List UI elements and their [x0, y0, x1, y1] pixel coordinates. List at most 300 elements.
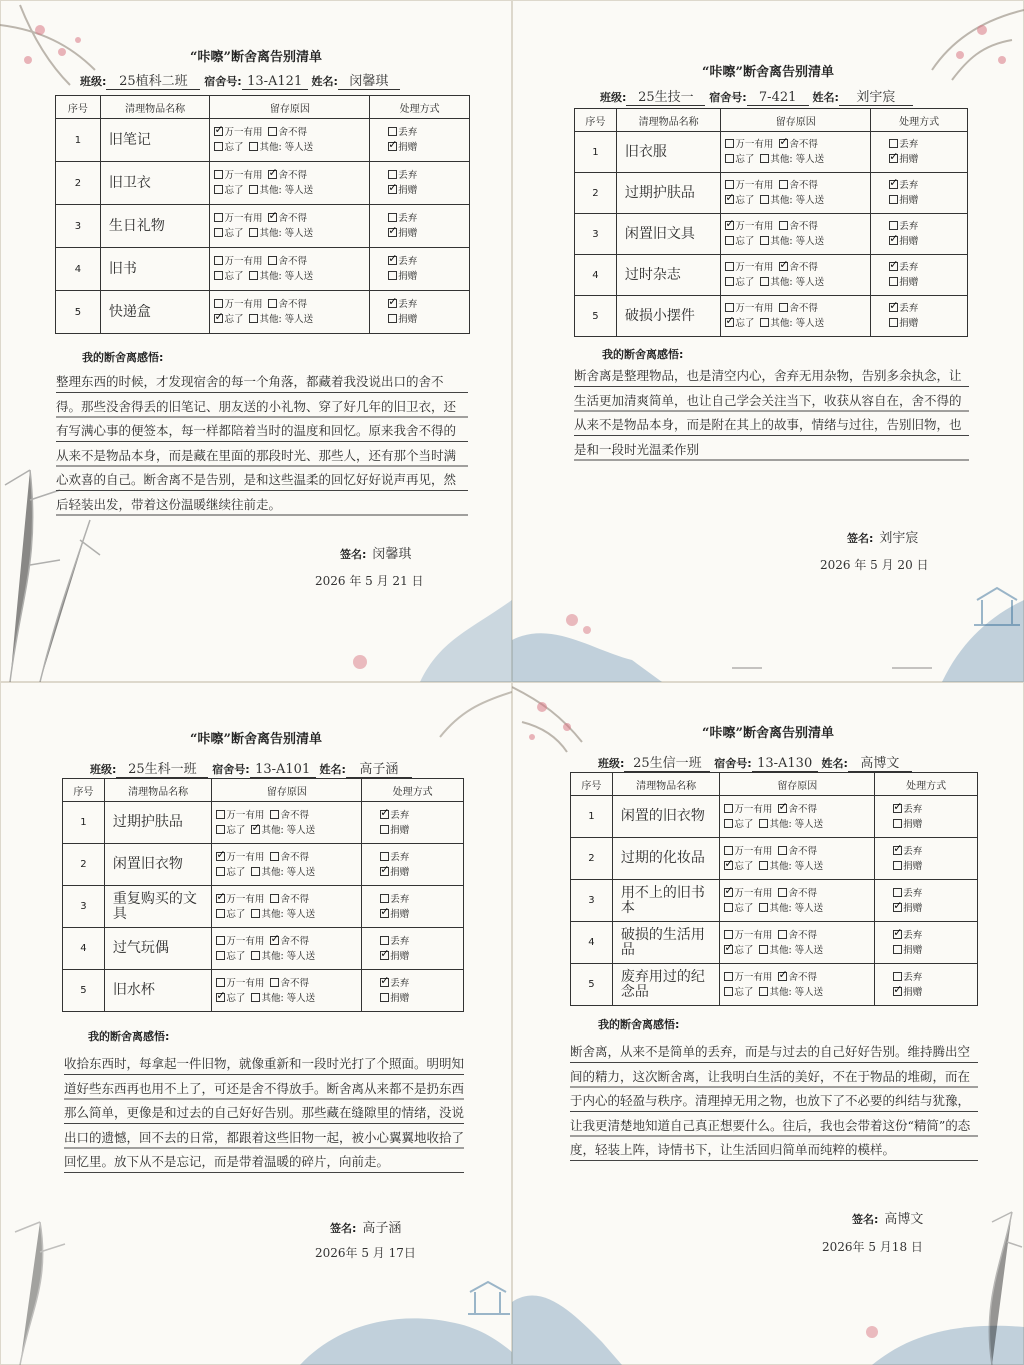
- checkbox-just-in-case[interactable]: [725, 221, 734, 230]
- option-label: 忘了: [224, 228, 244, 239]
- option-label: 忘了: [734, 860, 754, 872]
- option-label: 丢弃: [903, 845, 923, 857]
- table-row: [575, 173, 968, 214]
- checkbox-other[interactable]: [251, 867, 260, 876]
- option-label: 万一有用: [226, 977, 265, 989]
- checkbox-other[interactable]: [759, 903, 768, 912]
- checkbox-cant-bear[interactable]: [779, 262, 788, 271]
- checkbox-cant-bear[interactable]: [270, 810, 279, 819]
- option-label: 忘了: [226, 992, 246, 1004]
- signature-line: [340, 543, 411, 562]
- option-label: 其他: 等人送: [770, 236, 825, 247]
- checkbox-cant-bear[interactable]: [268, 170, 277, 179]
- checkbox-discard[interactable]: [380, 894, 389, 903]
- option-label: 舍不得: [789, 303, 818, 314]
- checkbox-cant-bear[interactable]: [268, 256, 277, 265]
- checkbox-other[interactable]: [251, 993, 260, 1002]
- option-label: 舍不得: [280, 977, 309, 989]
- signature-line: [852, 1208, 923, 1227]
- dorm-value: 7-421: [747, 90, 809, 106]
- table-row: [56, 248, 470, 291]
- option-label: 万一有用: [734, 971, 773, 983]
- checkbox-cant-bear[interactable]: [268, 213, 277, 222]
- handling-options: [370, 162, 470, 205]
- option-label: 舍不得: [789, 139, 818, 150]
- checkbox-just-in-case[interactable]: [216, 810, 225, 819]
- header-reason: 留存原因: [212, 779, 362, 802]
- row-number: 3: [575, 214, 617, 255]
- handling-options: [875, 964, 978, 1006]
- reason-options: [721, 255, 871, 296]
- option-label: 捐赠: [390, 950, 410, 962]
- checkbox-cant-bear[interactable]: [270, 936, 279, 945]
- header-item: 清理物品名称: [616, 109, 721, 132]
- row-number: 4: [56, 248, 101, 291]
- option-label: 捐赠: [390, 866, 410, 878]
- checkbox-donate[interactable]: [388, 314, 397, 323]
- checkbox-just-in-case[interactable]: [214, 170, 223, 179]
- checkbox-just-in-case[interactable]: [724, 888, 733, 897]
- checkbox-donate[interactable]: [380, 993, 389, 1002]
- table-row: [575, 214, 968, 255]
- checkbox-donate[interactable]: [380, 909, 389, 918]
- checkbox-discard[interactable]: [380, 810, 389, 819]
- checkbox-forgot[interactable]: [725, 195, 734, 204]
- class-value: 25生信一班: [624, 752, 710, 772]
- option-label: 捐赠: [390, 824, 410, 836]
- checkbox-donate[interactable]: [388, 142, 397, 151]
- handling-options: [871, 173, 968, 214]
- item-table: [574, 108, 968, 337]
- checkbox-donate[interactable]: [889, 195, 898, 204]
- signature-label: 签名:: [852, 1213, 879, 1226]
- row-number: 1: [571, 796, 613, 838]
- form-panel-4: [512, 682, 1024, 1365]
- reason-options: [212, 886, 362, 928]
- checkbox-cant-bear[interactable]: [778, 930, 787, 939]
- option-label: 其他: 等人送: [769, 860, 824, 872]
- checkbox-forgot[interactable]: [724, 987, 733, 996]
- checkbox-just-in-case[interactable]: [214, 299, 223, 308]
- handling-options: [362, 928, 464, 970]
- date: 2026 年 5 月 20 日: [820, 558, 929, 572]
- checkbox-donate[interactable]: [380, 867, 389, 876]
- row-number: 2: [63, 844, 105, 886]
- item-name: 闲置旧衣物: [104, 844, 212, 886]
- table-row: [571, 838, 978, 880]
- checkbox-just-in-case[interactable]: [725, 303, 734, 312]
- checkbox-donate[interactable]: [889, 318, 898, 327]
- checkbox-discard[interactable]: [380, 936, 389, 945]
- option-label: 其他: 等人送: [259, 185, 314, 196]
- option-label: 舍不得: [278, 256, 307, 267]
- table-row: [56, 162, 470, 205]
- option-label: 其他: 等人送: [769, 818, 824, 830]
- row-number: 1: [56, 119, 101, 162]
- option-label: 丢弃: [903, 803, 923, 815]
- checkbox-forgot[interactable]: [725, 236, 734, 245]
- option-label: 捐赠: [903, 902, 923, 914]
- checkbox-discard[interactable]: [388, 127, 397, 136]
- option-label: 丢弃: [398, 299, 418, 310]
- checkbox-other[interactable]: [759, 945, 768, 954]
- checkbox-cant-bear[interactable]: [778, 972, 787, 981]
- reason-options: [210, 205, 370, 248]
- checkbox-discard[interactable]: [889, 303, 898, 312]
- option-label: 捐赠: [398, 228, 418, 239]
- signature-label: 签名:: [847, 532, 874, 545]
- option-label: 忘了: [735, 236, 755, 247]
- option-label: 万一有用: [735, 221, 774, 232]
- checkbox-discard[interactable]: [893, 846, 902, 855]
- checkbox-forgot[interactable]: [216, 909, 225, 918]
- checkbox-other[interactable]: [251, 951, 260, 960]
- handling-options: [370, 205, 470, 248]
- checkbox-donate[interactable]: [889, 236, 898, 245]
- option-label: 万一有用: [735, 139, 774, 150]
- checkbox-forgot[interactable]: [216, 825, 225, 834]
- checkbox-other[interactable]: [249, 271, 258, 280]
- form-panel-1: [0, 0, 512, 682]
- header-handling: 处理方式: [362, 779, 464, 802]
- checkbox-other[interactable]: [759, 861, 768, 870]
- checkbox-just-in-case[interactable]: [724, 804, 733, 813]
- checkbox-other[interactable]: [759, 987, 768, 996]
- option-label: 舍不得: [278, 213, 307, 224]
- header-handling: 处理方式: [875, 773, 978, 796]
- option-label: 舍不得: [788, 803, 817, 815]
- checkbox-discard[interactable]: [893, 972, 902, 981]
- option-label: 万一有用: [224, 170, 263, 181]
- checkbox-forgot[interactable]: [725, 318, 734, 327]
- row-number: 5: [575, 296, 617, 337]
- option-label: 捐赠: [398, 142, 418, 153]
- dorm-label: 宿舍号:: [709, 91, 747, 104]
- signature-value: 刘宇宸: [879, 531, 919, 546]
- reason-options: [212, 844, 362, 886]
- reflection-text: 断舍离，从来不是简单的丢弃，而是与过去的自己好好告别。维持腾出空间的精力，这次断舍离，让我明白生活的美好，不在于物品的堆砌，而在于内心的轻盈与秩序。清理掉无用之物，也放下了不必要的纠结与犹豫，让我更清楚地知道自己真正想要什么。往后，我也会带着这份“精简”的态度，轻装上阵，诗情书下，让生活回归简单而纯粹的模样。: [570, 1040, 978, 1163]
- header-seq: 序号: [571, 773, 613, 796]
- header-seq: 序号: [575, 109, 617, 132]
- checkbox-cant-bear[interactable]: [779, 180, 788, 189]
- row-number: 2: [575, 173, 617, 214]
- class-label: 班级:: [80, 75, 107, 88]
- option-label: 其他: 等人送: [261, 992, 316, 1004]
- row-number: 3: [63, 886, 105, 928]
- option-label: 忘了: [734, 902, 754, 914]
- checkbox-forgot[interactable]: [725, 154, 734, 163]
- reason-options: [212, 970, 362, 1012]
- option-label: 其他: 等人送: [259, 271, 314, 282]
- checkbox-forgot[interactable]: [216, 993, 225, 1002]
- checkbox-discard[interactable]: [893, 804, 902, 813]
- option-label: 捐赠: [899, 236, 919, 247]
- checkbox-cant-bear[interactable]: [778, 804, 787, 813]
- table-row: [571, 880, 978, 922]
- header-reason: 留存原因: [721, 109, 871, 132]
- item-name: 过期的化妆品: [612, 838, 720, 880]
- checkbox-donate[interactable]: [380, 951, 389, 960]
- reason-options: [210, 162, 370, 205]
- checkbox-discard[interactable]: [388, 256, 397, 265]
- checkbox-donate[interactable]: [893, 903, 902, 912]
- info-line: [80, 70, 400, 90]
- checkbox-other[interactable]: [760, 277, 769, 286]
- checkbox-cant-bear[interactable]: [779, 139, 788, 148]
- option-label: 万一有用: [734, 803, 773, 815]
- name-value: 刘宇宸: [839, 86, 913, 106]
- option-label: 忘了: [224, 142, 244, 153]
- handling-options: [370, 119, 470, 162]
- checkbox-forgot[interactable]: [214, 185, 223, 194]
- checkbox-discard[interactable]: [889, 262, 898, 271]
- option-label: 万一有用: [735, 303, 774, 314]
- option-label: 万一有用: [224, 127, 263, 138]
- item-name: 过气玩偶: [104, 928, 212, 970]
- handling-options: [871, 132, 968, 173]
- checkbox-donate[interactable]: [893, 819, 902, 828]
- checkbox-other[interactable]: [251, 825, 260, 834]
- reflection-label: 我的断舍离感悟:: [602, 348, 684, 361]
- checkbox-donate[interactable]: [889, 154, 898, 163]
- checkbox-other[interactable]: [760, 154, 769, 163]
- dorm-value: 13-A101: [250, 762, 316, 778]
- checkbox-cant-bear[interactable]: [268, 299, 277, 308]
- checkbox-discard[interactable]: [889, 139, 898, 148]
- checkbox-donate[interactable]: [388, 185, 397, 194]
- checkbox-donate[interactable]: [889, 277, 898, 286]
- row-number: 3: [56, 205, 101, 248]
- option-label: 忘了: [734, 818, 754, 830]
- checkbox-forgot[interactable]: [216, 867, 225, 876]
- checkbox-cant-bear[interactable]: [778, 888, 787, 897]
- checkbox-other[interactable]: [249, 142, 258, 151]
- checkbox-forgot[interactable]: [216, 951, 225, 960]
- checkbox-just-in-case[interactable]: [214, 213, 223, 222]
- checkbox-just-in-case[interactable]: [214, 127, 223, 136]
- item-name: 旧水杯: [104, 970, 212, 1012]
- checkbox-just-in-case[interactable]: [725, 139, 734, 148]
- checkbox-discard[interactable]: [388, 299, 397, 308]
- checkbox-cant-bear[interactable]: [268, 127, 277, 136]
- option-label: 忘了: [735, 318, 755, 329]
- checkbox-donate[interactable]: [388, 271, 397, 280]
- form-title: “咔嚓”断舍离告别清单: [702, 726, 834, 741]
- option-label: 其他: 等人送: [259, 314, 314, 325]
- checkbox-cant-bear[interactable]: [270, 852, 279, 861]
- handling-options: [871, 296, 968, 337]
- option-label: 丢弃: [390, 935, 410, 947]
- option-label: 舍不得: [788, 845, 817, 857]
- signature-value: 闵馨琪: [372, 547, 412, 562]
- option-label: 舍不得: [278, 170, 307, 181]
- option-label: 忘了: [734, 944, 754, 956]
- option-label: 万一有用: [734, 845, 773, 857]
- option-label: 忘了: [226, 824, 246, 836]
- reason-options: [721, 296, 871, 337]
- option-label: 忘了: [734, 986, 754, 998]
- checkbox-forgot[interactable]: [724, 819, 733, 828]
- name-value: 闵馨琪: [338, 70, 400, 90]
- checkbox-discard[interactable]: [893, 888, 902, 897]
- row-number: 3: [571, 880, 613, 922]
- checkbox-just-in-case[interactable]: [725, 262, 734, 271]
- checkbox-just-in-case[interactable]: [724, 930, 733, 939]
- item-name: 生日礼物: [100, 205, 210, 248]
- option-label: 忘了: [224, 314, 244, 325]
- handling-options: [362, 802, 464, 844]
- handling-options: [875, 838, 978, 880]
- header-seq: 序号: [63, 779, 105, 802]
- checkbox-other[interactable]: [251, 909, 260, 918]
- reason-options: [720, 838, 875, 880]
- checkbox-cant-bear[interactable]: [779, 221, 788, 230]
- item-name: 过时杂志: [616, 255, 721, 296]
- checkbox-discard[interactable]: [380, 852, 389, 861]
- checkbox-donate[interactable]: [388, 228, 397, 237]
- checkbox-forgot[interactable]: [724, 861, 733, 870]
- option-label: 忘了: [224, 271, 244, 282]
- item-table: [570, 772, 978, 1006]
- checkbox-other[interactable]: [249, 314, 258, 323]
- checkbox-other[interactable]: [760, 195, 769, 204]
- handling-options: [362, 970, 464, 1012]
- checkbox-discard[interactable]: [388, 213, 397, 222]
- option-label: 忘了: [735, 154, 755, 165]
- option-label: 丢弃: [899, 221, 919, 232]
- row-number: 2: [571, 838, 613, 880]
- checkbox-discard[interactable]: [380, 978, 389, 987]
- option-label: 其他: 等人送: [770, 318, 825, 329]
- checkbox-just-in-case[interactable]: [216, 852, 225, 861]
- reason-options: [720, 796, 875, 838]
- checkbox-donate[interactable]: [893, 861, 902, 870]
- option-label: 舍不得: [278, 299, 307, 310]
- header-item: 清理物品名称: [612, 773, 720, 796]
- option-label: 捐赠: [903, 860, 923, 872]
- signature-label: 签名:: [340, 548, 367, 561]
- checkbox-just-in-case[interactable]: [214, 256, 223, 265]
- row-number: 5: [56, 291, 101, 334]
- header-reason: 留存原因: [720, 773, 875, 796]
- handling-options: [871, 214, 968, 255]
- checkbox-forgot[interactable]: [214, 271, 223, 280]
- checkbox-cant-bear[interactable]: [779, 303, 788, 312]
- item-name: 废弃用过的纪念品: [612, 964, 720, 1006]
- option-label: 捐赠: [398, 271, 418, 282]
- checkbox-forgot[interactable]: [724, 945, 733, 954]
- handling-options: [362, 844, 464, 886]
- option-label: 忘了: [224, 185, 244, 196]
- option-label: 万一有用: [226, 893, 265, 905]
- option-label: 舍不得: [788, 887, 817, 899]
- checkbox-just-in-case[interactable]: [724, 972, 733, 981]
- date: 2026 年 5 月 21 日: [315, 574, 424, 588]
- checkbox-forgot[interactable]: [724, 903, 733, 912]
- checkbox-forgot[interactable]: [214, 228, 223, 237]
- name-label: 姓名:: [821, 757, 848, 770]
- checkbox-just-in-case[interactable]: [216, 894, 225, 903]
- row-number: 4: [63, 928, 105, 970]
- handling-options: [871, 255, 968, 296]
- option-label: 其他: 等人送: [261, 908, 316, 920]
- row-number: 5: [63, 970, 105, 1012]
- checkbox-other[interactable]: [249, 185, 258, 194]
- checkbox-donate[interactable]: [893, 945, 902, 954]
- checkbox-just-in-case[interactable]: [216, 978, 225, 987]
- checkbox-forgot[interactable]: [725, 277, 734, 286]
- option-label: 舍不得: [280, 809, 309, 821]
- option-label: 丢弃: [899, 139, 919, 150]
- option-label: 万一有用: [226, 851, 265, 863]
- reflection-text: 断舍离是整理物品，也是清空内心，舍弃无用杂物，告别多余执念，让生活更加清爽简单，也让自己学会关注当下，收获从容自在，舍不得的从来不是物品本身，而是附在其上的故事，情绪与过往，告别旧物，也是和一段时光温柔作别: [574, 364, 969, 462]
- option-label: 忘了: [226, 950, 246, 962]
- checkbox-cant-bear[interactable]: [778, 846, 787, 855]
- checkbox-cant-bear[interactable]: [270, 894, 279, 903]
- checkbox-forgot[interactable]: [214, 314, 223, 323]
- option-label: 丢弃: [398, 170, 418, 181]
- option-label: 万一有用: [224, 256, 263, 267]
- option-label: 其他: 等人送: [261, 950, 316, 962]
- form-panel-2: [512, 0, 1024, 682]
- checkbox-discard[interactable]: [388, 170, 397, 179]
- option-label: 捐赠: [903, 986, 923, 998]
- checkbox-other[interactable]: [760, 318, 769, 327]
- checkbox-other[interactable]: [759, 819, 768, 828]
- option-label: 丢弃: [390, 893, 410, 905]
- checkbox-forgot[interactable]: [214, 142, 223, 151]
- checkbox-donate[interactable]: [380, 825, 389, 834]
- option-label: 丢弃: [390, 809, 410, 821]
- option-label: 忘了: [735, 277, 755, 288]
- option-label: 万一有用: [735, 180, 774, 191]
- header-handling: 处理方式: [871, 109, 968, 132]
- form-title: “咔嚓”断舍离告别清单: [190, 732, 322, 747]
- table-row: [63, 886, 464, 928]
- table-row: [575, 255, 968, 296]
- option-label: 其他: 等人送: [769, 944, 824, 956]
- checkbox-just-in-case[interactable]: [216, 936, 225, 945]
- header-item: 清理物品名称: [104, 779, 212, 802]
- option-label: 其他: 等人送: [770, 277, 825, 288]
- checkbox-just-in-case[interactable]: [725, 180, 734, 189]
- checkbox-discard[interactable]: [889, 221, 898, 230]
- option-label: 万一有用: [224, 299, 263, 310]
- table-row: [575, 296, 968, 337]
- checkbox-discard[interactable]: [893, 930, 902, 939]
- item-name: 旧衣服: [616, 132, 721, 173]
- signature-value: 高子涵: [362, 1221, 402, 1236]
- info-line: [598, 752, 912, 772]
- checkbox-just-in-case[interactable]: [724, 846, 733, 855]
- class-value: 25植科二班: [106, 70, 200, 90]
- checkbox-other[interactable]: [760, 236, 769, 245]
- option-label: 舍不得: [788, 971, 817, 983]
- checkbox-donate[interactable]: [893, 987, 902, 996]
- table-row: [575, 132, 968, 173]
- checkbox-cant-bear[interactable]: [270, 978, 279, 987]
- option-label: 舍不得: [280, 935, 309, 947]
- checkbox-discard[interactable]: [889, 180, 898, 189]
- item-name: 旧书: [100, 248, 210, 291]
- form-title: “咔嚓”断舍离告别清单: [702, 65, 834, 80]
- class-value: 25生科一班: [116, 758, 208, 778]
- checkbox-other[interactable]: [249, 228, 258, 237]
- option-label: 其他: 等人送: [770, 195, 825, 206]
- option-label: 万一有用: [224, 213, 263, 224]
- info-line: [90, 758, 412, 778]
- item-name: 重复购买的文具: [104, 886, 212, 928]
